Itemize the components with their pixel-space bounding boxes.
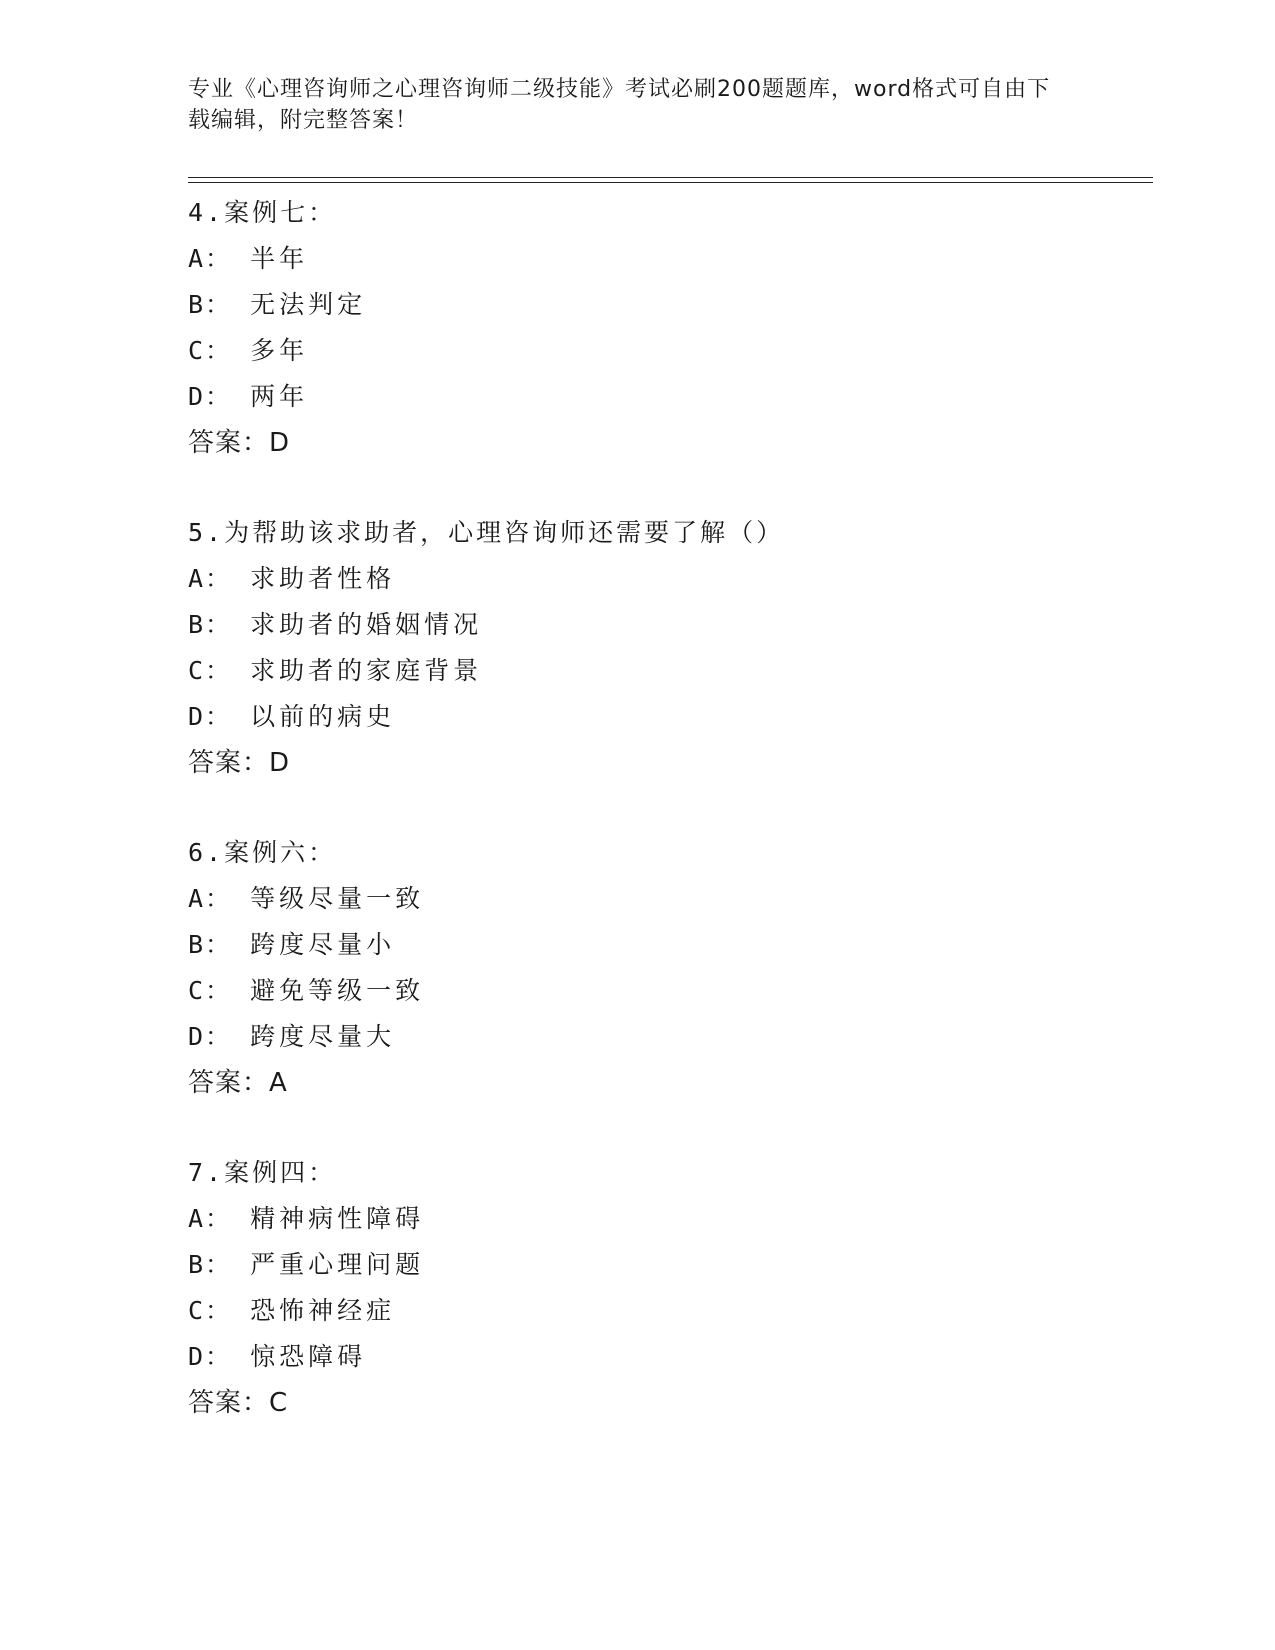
option-text: 多年 <box>250 336 309 365</box>
option-letter: D： <box>188 1022 233 1051</box>
option-b <box>188 922 1148 968</box>
option-letter: D： <box>188 382 233 411</box>
option-text: 恐怖神经症 <box>250 1296 396 1325</box>
answer-line: 答案：C <box>188 1388 289 1418</box>
option-c <box>188 648 1148 694</box>
option-letter: C： <box>188 656 233 685</box>
question-stem: 6.案例六： <box>188 838 337 867</box>
option-letter: B： <box>188 290 233 319</box>
option-c <box>188 1288 1148 1334</box>
option-d <box>188 694 1148 740</box>
option-letter: D： <box>188 1342 233 1371</box>
option-text: 求助者的婚姻情况 <box>250 610 483 639</box>
option-letter: A： <box>188 244 233 273</box>
option-letter: A： <box>188 1204 233 1233</box>
option-text: 跨度尽量大 <box>250 1022 396 1051</box>
option-text: 求助者性格 <box>250 564 396 593</box>
option-text: 求助者的家庭背景 <box>250 656 483 685</box>
option-text: 无法判定 <box>250 290 367 319</box>
option-a <box>188 876 1148 922</box>
question-4 <box>188 190 1148 466</box>
question-5 <box>188 510 1148 786</box>
option-letter: B： <box>188 610 233 639</box>
question-6 <box>188 830 1148 1106</box>
option-letter: C： <box>188 976 233 1005</box>
header-divider-bottom <box>188 182 1153 183</box>
option-letter: B： <box>188 930 233 959</box>
option-text: 精神病性障碍 <box>250 1204 425 1233</box>
question-stem: 4.案例七： <box>188 198 337 227</box>
option-b <box>188 1242 1148 1288</box>
question-stem: 7.案例四： <box>188 1158 337 1187</box>
option-text: 避免等级一致 <box>250 976 425 1005</box>
option-letter: B： <box>188 1250 233 1279</box>
option-letter: D： <box>188 702 233 731</box>
answer-line: 答案：D <box>188 748 291 778</box>
header-divider-top <box>188 177 1153 178</box>
option-a <box>188 236 1148 282</box>
option-letter: C： <box>188 1296 233 1325</box>
option-text: 惊恐障碍 <box>250 1342 367 1371</box>
option-text: 两年 <box>250 382 309 411</box>
option-text: 等级尽量一致 <box>250 884 425 913</box>
option-a <box>188 1196 1148 1242</box>
option-text: 严重心理问题 <box>250 1250 425 1279</box>
answer-line: 答案：D <box>188 428 291 458</box>
option-d <box>188 1014 1148 1060</box>
answer-line: 答案：A <box>188 1068 288 1098</box>
option-c <box>188 968 1148 1014</box>
option-b <box>188 282 1148 328</box>
option-letter: C： <box>188 336 233 365</box>
question-7 <box>188 1150 1148 1426</box>
document-header: 专业《心理咨询师之心理咨询师二级技能》考试必刷200题题库，word格式可自由下载编辑，附完整答案！ <box>188 77 1051 133</box>
option-text: 跨度尽量小 <box>250 930 396 959</box>
option-b <box>188 602 1148 648</box>
option-text: 以前的病史 <box>250 702 396 731</box>
option-c <box>188 328 1148 374</box>
option-letter: A： <box>188 564 233 593</box>
option-text: 半年 <box>250 244 309 273</box>
question-stem: 5.为帮助该求助者，心理咨询师还需要了解（） <box>188 518 785 547</box>
option-a <box>188 556 1148 602</box>
option-letter: A： <box>188 884 233 913</box>
option-d <box>188 374 1148 420</box>
option-d <box>188 1334 1148 1380</box>
